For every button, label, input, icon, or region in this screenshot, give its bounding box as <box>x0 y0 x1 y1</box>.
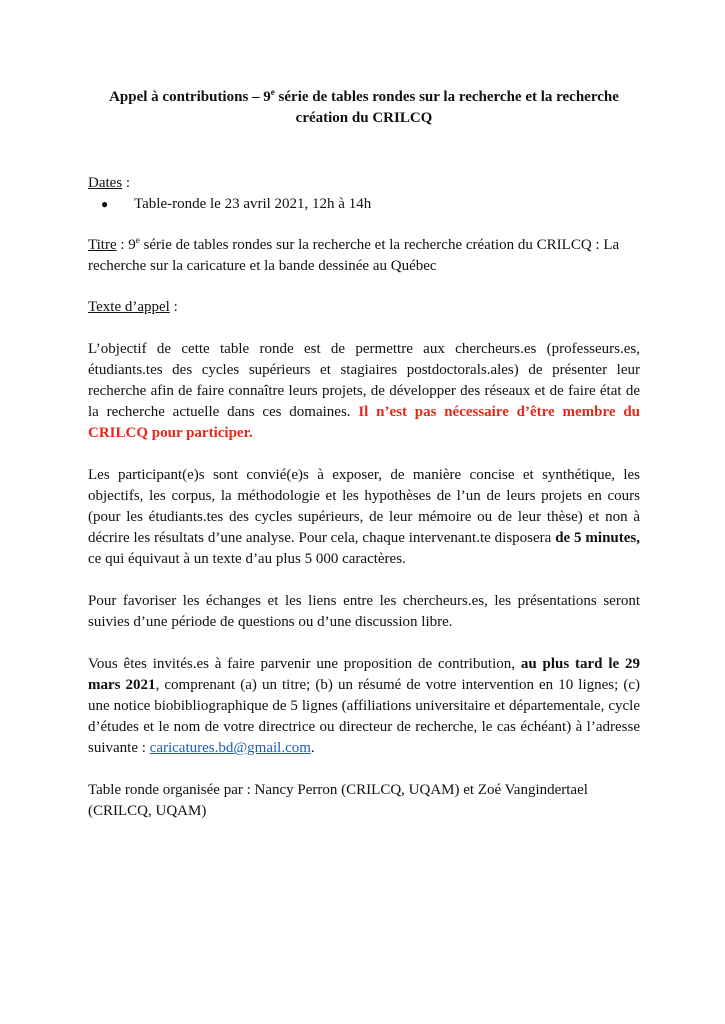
duration-bold: de 5 minutes, <box>555 530 640 546</box>
paragraph-objective-text: L’objectif de cette table ronde est de permettre aux chercheurs.es (professeurs.es, étudiants.tes des cycles supérieurs et stagiaires postdoctorals.ales) de présenter leur recherche afin de faire connaître leurs projets, de développer des réseaux et de faire état de la recherche actuelle dans ces domaines. <box>88 341 640 420</box>
titre-text: série de tables rondes sur la recherche et la recherche création du CRILCQ : La recherche sur la caricature et la bande dessinée au Québec <box>88 237 620 274</box>
dates-list <box>88 194 640 215</box>
paragraph-submission-end: . <box>310 740 315 756</box>
titre-colon: : <box>116 237 129 253</box>
organizers-line1: Table ronde organisée par : Nancy Perron (CRILCQ, UQAM) et Zoé Vangindertael <box>88 782 588 798</box>
title-superscript: e <box>270 87 275 97</box>
dates-heading <box>88 173 640 194</box>
title-line1-end: série de tables rondes sur la recherche et la recherche <box>274 89 619 105</box>
texte-appel-label: Texte d’appel <box>88 299 170 315</box>
paragraph-submission-text1: Vous êtes invités.es à faire parvenir une proposition de contribution, <box>88 656 521 672</box>
paragraph-exchanges-text: Pour favoriser les échanges et les liens entre les chercheurs.es, les présentations seront suivies d’une période de questions ou d’une discussion libre. <box>88 593 640 630</box>
deadline-bold: au plus tard le 29 mars 2021 <box>88 656 640 693</box>
title-line2: création du CRILCQ <box>295 110 433 126</box>
paragraph-objective <box>88 339 640 444</box>
paragraph-exchanges <box>88 591 640 633</box>
paragraph-submission-text2: , comprenant (a) un titre; (b) un résumé de votre intervention en 10 lignes; (c) une notice biobibliographique de 5 lignes (affiliations universitaire et départementale, cycle d’études et le nom de votre directrice ou directeur de recherche, le cas échéant) à l’adresse suivante : <box>88 677 640 756</box>
titre-section <box>88 235 640 277</box>
list-item <box>101 194 640 215</box>
organizers-line2: (CRILCQ, UQAM) <box>88 803 207 819</box>
title-line1-start: Appel à contributions – 9 <box>109 89 271 105</box>
titre-number: 9 <box>128 237 136 253</box>
paragraph-participants-text2: ce qui équivaut à un texte d’au plus 5 000 caractères. <box>88 551 406 567</box>
organizers <box>88 780 640 822</box>
titre-label: Titre <box>88 237 117 253</box>
texte-appel-heading <box>88 297 640 318</box>
paragraph-submission <box>88 654 640 759</box>
document-body <box>88 87 640 822</box>
dates-colon: : <box>122 175 131 191</box>
titre-superscript: e <box>135 235 140 245</box>
texte-appel-colon: : <box>169 299 178 315</box>
dates-item-text: Table-ronde le 23 avril 2021, 12h à 14h <box>134 196 372 212</box>
dates-label: Dates <box>88 175 123 191</box>
paragraph-participants-text1: Les participant(e)s sont convié(e)s à exposer, de manière concise et synthétique, les objectifs, les corpus, la méthodologie et les hypothèses de l’un de leurs projets en cours (pour les étudiants.tes des cycles supérieurs, de leur mémoire ou de leur thèse) et non à décrire les résultats d’une analyse. Pour cela, chaque intervenant.te disposera <box>88 467 640 546</box>
email-link[interactable]: caricatures.bd@gmail.com <box>149 740 311 756</box>
paragraph-participants <box>88 465 640 570</box>
membership-notice: Il n’est pas nécessaire d’être membre du CRILCQ pour participer. <box>88 404 640 441</box>
document-title <box>88 87 640 129</box>
bullet-icon: ● <box>101 197 109 211</box>
